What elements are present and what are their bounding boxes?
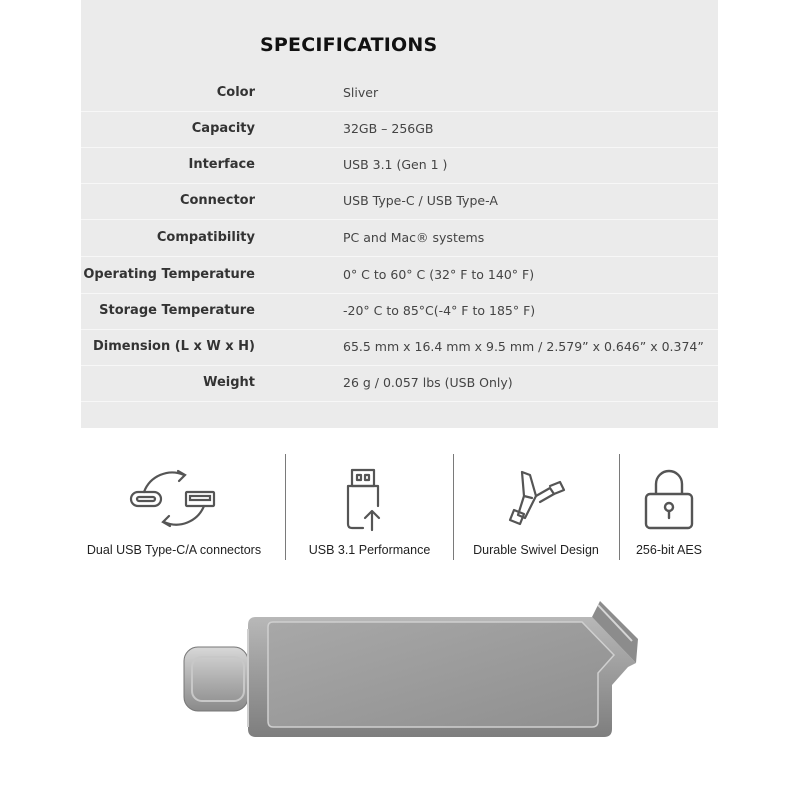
spec-row-interface bbox=[81, 148, 718, 184]
spec-label: Capacity bbox=[191, 121, 255, 136]
feature-label: Dual USB Type-C/A connectors bbox=[86, 543, 262, 557]
spec-label: Operating Temperature bbox=[83, 267, 255, 282]
spec-row-capacity bbox=[81, 112, 718, 148]
usb-flash-drive-image bbox=[180, 597, 650, 747]
feature-dual-connectors bbox=[81, 452, 267, 564]
feature-label: 256-bit AES bbox=[635, 543, 702, 557]
spec-label: Color bbox=[216, 85, 255, 100]
spec-row-weight bbox=[81, 366, 718, 402]
features-strip bbox=[81, 452, 718, 564]
spec-value: Sliver bbox=[343, 85, 379, 100]
spec-label: Dimension (L x W x H) bbox=[92, 339, 255, 354]
padlock-icon bbox=[634, 466, 704, 532]
spec-value: 26 g / 0.057 lbs (USB Only) bbox=[343, 375, 513, 390]
spec-row-color bbox=[81, 76, 718, 112]
spec-value: USB Type-C / USB Type-A bbox=[343, 193, 498, 208]
feature-swivel-design bbox=[454, 452, 618, 564]
specifications-title: SPECIFICATIONS bbox=[260, 34, 438, 56]
spec-row-dimension bbox=[81, 330, 718, 366]
feature-usb-performance bbox=[286, 452, 453, 564]
feature-label: USB 3.1 Performance bbox=[308, 543, 431, 557]
feature-label: Durable Swivel Design bbox=[473, 543, 599, 557]
feature-aes-encryption bbox=[620, 452, 718, 564]
spec-value: 32GB – 256GB bbox=[343, 121, 434, 136]
spec-value: USB 3.1 (Gen 1 ) bbox=[343, 157, 448, 172]
spec-value: 65.5 mm x 16.4 mm x 9.5 mm / 2.579” x 0.646” x 0.374” bbox=[343, 339, 704, 354]
spec-value: 0° C to 60° C (32° F to 140° F) bbox=[343, 267, 535, 282]
spec-value: -20° C to 85°C(-4° F to 185° F) bbox=[343, 303, 536, 318]
spec-value: PC and Mac® systems bbox=[343, 230, 485, 245]
spec-row-storage-temperature bbox=[81, 294, 718, 330]
spec-label: Connector bbox=[179, 193, 255, 208]
dual-connector-icon bbox=[124, 466, 224, 530]
spec-label: Interface bbox=[188, 157, 255, 172]
swivel-design-icon bbox=[494, 466, 578, 532]
spec-label: Storage Temperature bbox=[99, 303, 255, 318]
spec-label: Weight bbox=[203, 375, 255, 390]
spec-row-operating-temperature bbox=[81, 258, 718, 294]
spec-row-connector bbox=[81, 184, 718, 220]
spec-label: Compatibility bbox=[156, 230, 255, 245]
spec-row-compatibility bbox=[81, 221, 718, 257]
usb-upload-icon bbox=[335, 466, 405, 532]
